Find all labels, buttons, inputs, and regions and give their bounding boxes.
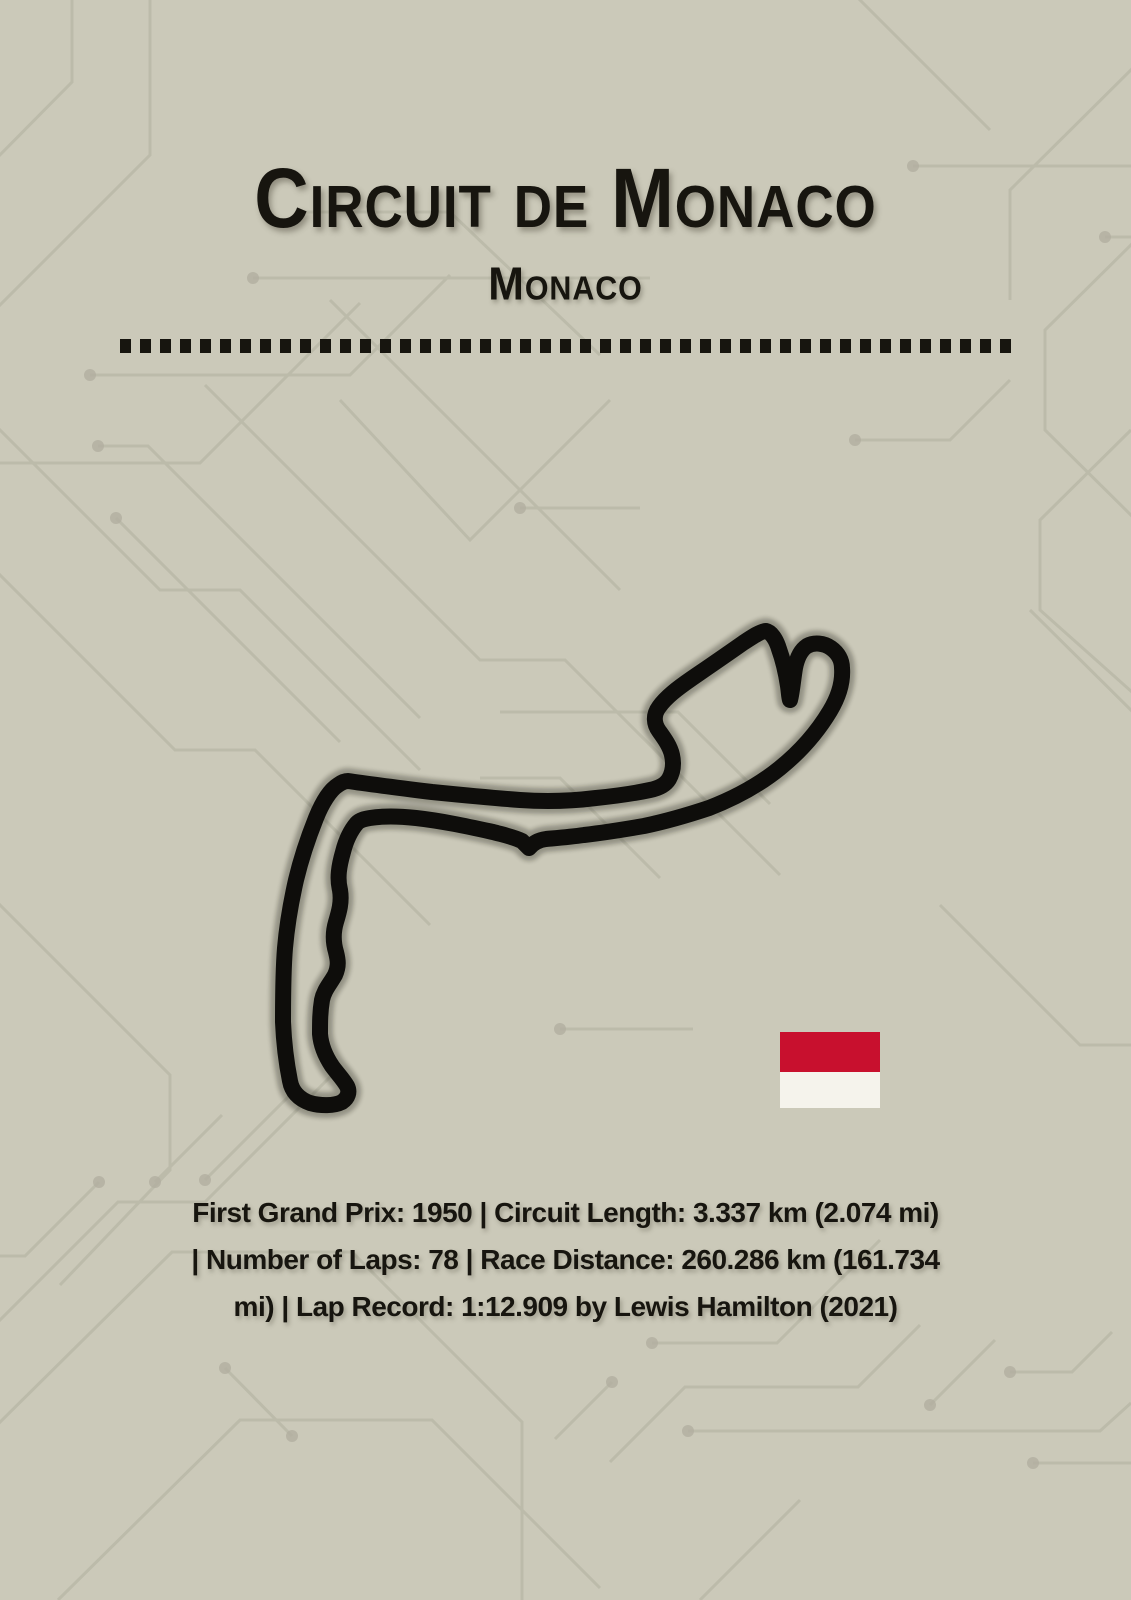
- page-subtitle: Monaco: [488, 256, 643, 311]
- stats-line-1: First Grand Prix: 1950 | Circuit Length: 3.337 km (2.074 mi): [192, 1197, 939, 1228]
- flag-red-stripe: [780, 1032, 880, 1072]
- monaco-flag: [780, 1032, 880, 1108]
- track-outline-halo: [283, 631, 842, 1105]
- page-title: Circuit de Monaco: [254, 152, 877, 246]
- circuit-stats: [0, 1189, 1131, 1330]
- track-outline: [283, 631, 842, 1105]
- flag-white-stripe: [780, 1072, 880, 1108]
- stats-line-3: mi) | Lap Record: 1:12.909 by Lewis Hamilton (2021): [233, 1291, 898, 1322]
- dotted-divider: [120, 339, 1011, 353]
- stats-line-2: | Number of Laps: 78 | Race Distance: 260.286 km (161.734: [191, 1244, 940, 1275]
